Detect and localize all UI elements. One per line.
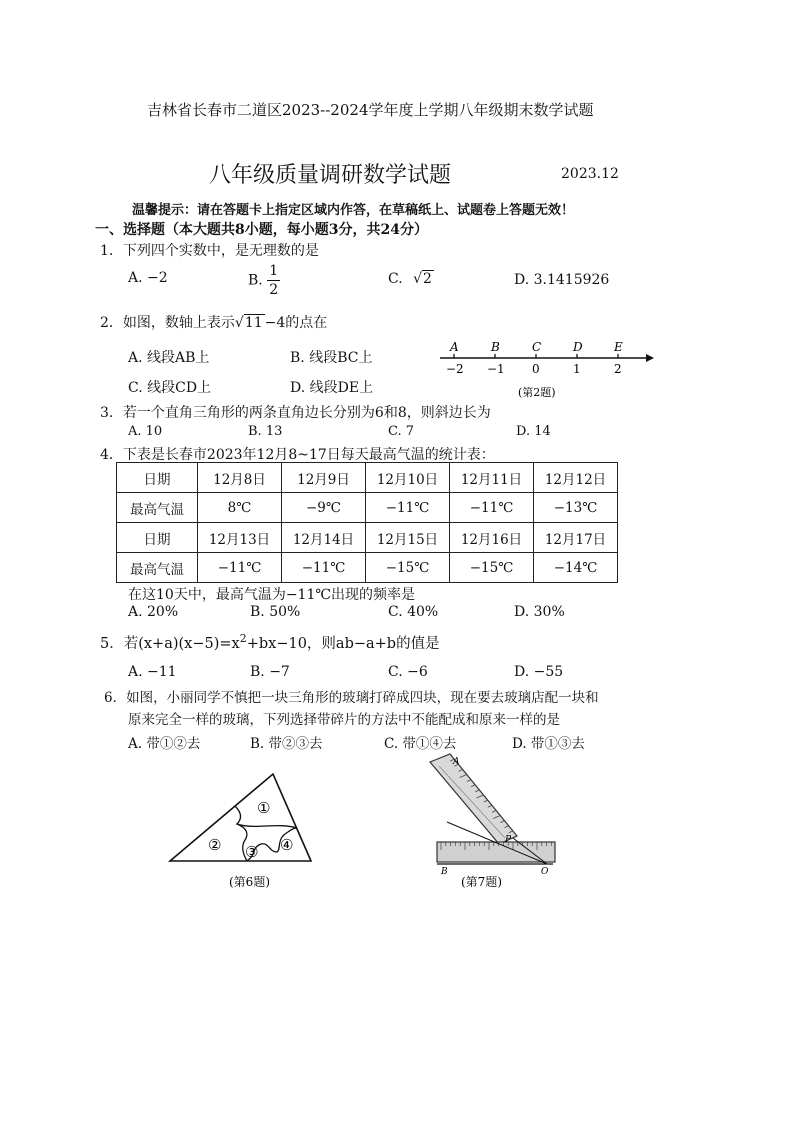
table-cell: 12月17日 [534, 523, 618, 553]
axis-point-label: D [573, 340, 583, 354]
question-5-stem [100, 632, 440, 653]
q6-option-c: C. 带①④去 [384, 736, 457, 752]
q2-stem-pre: 2．如图，数轴上表示 [100, 315, 235, 331]
table-cell: −11℃ [366, 493, 450, 523]
table-row [117, 523, 618, 553]
table-cell: −11℃ [450, 493, 534, 523]
table-cell: −11℃ [198, 553, 282, 583]
q5-stem-pre: 5．若(x+a)(x−5)=x [100, 636, 240, 652]
axis-point-label: A [450, 340, 459, 354]
q1-option-b-label: B. [248, 272, 263, 289]
exponent: 2 [239, 632, 247, 646]
axis-tick-label: 2 [614, 362, 622, 376]
q3-option-a: A. 10 [128, 424, 163, 439]
q2-option-b: B. 线段BC上 [290, 350, 373, 366]
figure-caption: (第2题) [518, 386, 556, 399]
table-cell: −11℃ [282, 553, 366, 583]
section-heading: 一、选择题（本大题共8小题，每小题3分，共24分） [95, 222, 428, 238]
fraction-numerator: 1 [269, 263, 279, 279]
question-1-stem: 1．下列四个实数中，是无理数的是 [100, 243, 319, 259]
axis-point-label: B [491, 340, 500, 354]
axis-point-label: C [532, 340, 542, 354]
q1-option-c-label: C. [388, 271, 403, 287]
q6-option-b: B. 带②③去 [250, 736, 323, 752]
radicand: 2 [423, 271, 432, 287]
q3-option-d: D. 14 [516, 424, 551, 439]
axis-tick-label: 1 [573, 362, 581, 376]
table-cell: 12月14日 [282, 523, 366, 553]
q2-option-a: A. 线段AB上 [128, 350, 210, 366]
table-cell: 12月9日 [282, 463, 366, 493]
q4-option-b: B. 50% [250, 604, 301, 620]
table-cell: 日期 [117, 463, 198, 493]
figure-caption: (第6题) [229, 875, 270, 889]
radicand: 11 [244, 315, 263, 331]
table-cell: 12月13日 [198, 523, 282, 553]
sqrt-icon: √ [413, 271, 423, 287]
number-line-figure [430, 338, 655, 402]
question-3-stem: 3．若一个直角三角形的两条直角边长分别为6和8，则斜边长为 [100, 405, 491, 421]
question-4-stem: 4．下表是长春市2023年12月8~17日每天最高气温的统计表： [100, 447, 495, 463]
table-cell: 最高气温 [117, 493, 198, 523]
q5-option-c: C. −6 [388, 664, 428, 680]
q1-option-d: D. 3.1415926 [514, 272, 610, 288]
broken-triangle-figure [165, 768, 315, 893]
piece-1-label: ① [257, 799, 271, 817]
fraction [267, 262, 280, 299]
q3-option-b: B. 13 [248, 424, 283, 439]
q6-option-d: D. 带①③去 [512, 736, 585, 752]
q5-option-b: B. −7 [250, 664, 290, 680]
table-cell: −15℃ [450, 553, 534, 583]
q1-option-c [388, 271, 434, 287]
q4-option-a: A. 20% [128, 604, 179, 620]
axis-tick-label: −1 [487, 362, 505, 376]
table-cell: 12月8日 [198, 463, 282, 493]
piece-3-label: ③ [245, 843, 259, 861]
table-cell: 最高气温 [117, 553, 198, 583]
question-6-stem-line2: 原来完全一样的玻璃，下列选择带碎片的方法中不能配成和原来一样的是 [128, 712, 560, 728]
axis-point-label: E [614, 340, 623, 354]
q1-option-b [248, 262, 280, 299]
temperature-table [116, 462, 618, 583]
q4-followup: 在这10天中，最高气温为−11℃出现的频率是 [128, 587, 416, 603]
q4-option-d: D. 30% [514, 604, 565, 620]
q6-option-a: A. 带①②去 [128, 736, 201, 752]
table-cell: −9℃ [282, 493, 366, 523]
table-cell: −15℃ [366, 553, 450, 583]
q5-stem-post: +bx−10，则ab−a+b的值是 [246, 636, 440, 652]
source-title: 吉林省长春市二道区2023--2024学年度上学期八年级期末数学试题 [147, 101, 594, 119]
figure-caption: (第7题) [461, 875, 502, 889]
axis-tick-label: −2 [446, 362, 464, 376]
warning-tip: 温馨提示：请在答题卡上指定区域内作答，在草稿纸上、试题卷上答题无效！ [132, 203, 575, 218]
axis-tick-label: 0 [532, 362, 540, 376]
table-cell: −13℃ [534, 493, 618, 523]
table-cell: 12月11日 [450, 463, 534, 493]
q2-option-d: D. 线段DE上 [290, 380, 374, 396]
question-6-stem-line1: 6．如图，小丽同学不慎把一块三角形的玻璃打碎成四块，现在要去玻璃店配一块和 [104, 690, 599, 706]
table-row [117, 493, 618, 523]
q2-option-c: C. 线段CD上 [128, 380, 212, 396]
sqrt-icon: √ [234, 315, 244, 331]
table-row [117, 553, 618, 583]
label-o: O [541, 867, 549, 877]
table-cell: 12月10日 [366, 463, 450, 493]
q2-stem-post: −4的点在 [264, 315, 328, 331]
fraction-denominator: 2 [269, 282, 279, 298]
label-p: P [505, 835, 512, 845]
table-cell: 8℃ [198, 493, 282, 523]
table-cell: 12月12日 [534, 463, 618, 493]
page-title: 八年级质量调研数学试题 [209, 163, 452, 188]
q3-option-c: C. 7 [388, 424, 415, 439]
exam-date: 2023.12 [561, 166, 619, 182]
piece-4-label: ④ [280, 836, 294, 854]
label-b: B [441, 867, 448, 877]
ruler-figure [425, 752, 570, 892]
question-2-stem [100, 312, 327, 332]
q1-option-a: A. −2 [128, 270, 168, 286]
q4-option-c: C. 40% [388, 604, 439, 620]
label-a: A [453, 757, 460, 767]
table-row [117, 463, 618, 493]
table-cell: 日期 [117, 523, 198, 553]
q5-option-d: D. −55 [514, 664, 564, 680]
table-cell: −14℃ [534, 553, 618, 583]
piece-2-label: ② [208, 836, 222, 854]
q5-option-a: A. −11 [128, 664, 177, 680]
table-cell: 12月16日 [450, 523, 534, 553]
table-cell: 12月15日 [366, 523, 450, 553]
